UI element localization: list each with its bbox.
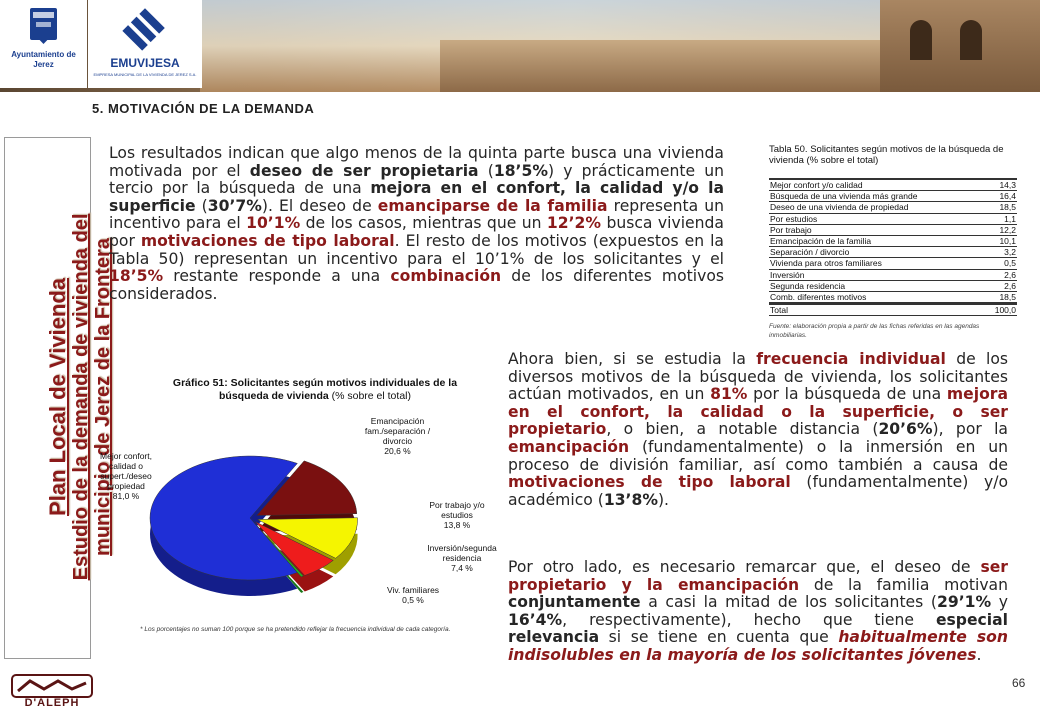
table-total-value: 100,0 — [994, 305, 1016, 316]
chart-footnote: * Los porcentajes no suman 100 porque se ha pretendido reflejar la frecuencia individual de cada categoría. — [140, 626, 451, 633]
paragraph-conclusion — [508, 559, 1008, 665]
text: ( — [195, 196, 208, 215]
table-title: Tabla 50. Solicitantes según motivos de la búsqueda de vivienda (% sobre el total) — [769, 144, 1004, 166]
tower-window — [960, 20, 982, 60]
text: (fundamentalmente) y/o académico ( — [508, 473, 1008, 509]
emphasis: emancipación — [508, 437, 630, 456]
table-cell-value: 18,5 — [999, 202, 1016, 213]
pie-label-text: Por trabajo y/o estudios — [429, 500, 485, 520]
logo-emuvijesa-text: EMUVIJESA — [110, 56, 180, 70]
pie-label-familiares — [378, 585, 448, 605]
section-title: 5. MOTIVACIÓN DE LA DEMANDA — [92, 101, 315, 116]
text: ( — [478, 161, 494, 180]
text: restante responde a una — [163, 267, 391, 286]
text: de los diversos motivos de la búsqueda de vivienda, los solicitantes actúan motivados, en un — [508, 350, 1009, 404]
emphasis: especial relevancia — [508, 610, 1008, 647]
table-row — [769, 281, 1017, 292]
emphasis: deseo de ser propietaria — [249, 161, 479, 180]
table-cell-value: 2,6 — [1004, 280, 1016, 291]
text: de la familia motivan — [799, 575, 1008, 594]
table-50 — [769, 144, 1017, 340]
table-source-note: Fuente: elaboración propia a partir de las fichas referidas en las agendas inmobiliarias. — [769, 323, 980, 340]
table-row — [769, 236, 1017, 247]
pie-label-value: 7,4 % — [451, 563, 473, 573]
text: por la búsqueda de una — [747, 385, 947, 404]
emphasis: 12’2% — [546, 214, 602, 233]
emphasis: habitualmente son indisolubles en la mayoría de los solicitantes jóvenes — [508, 628, 1008, 664]
table-cell-label: Inversión — [770, 269, 805, 280]
table-body — [769, 178, 1017, 303]
jerez-shield-icon — [0, 0, 87, 88]
text: , o bien, a notable distancia ( — [606, 420, 879, 439]
table-total-label: Total — [770, 305, 788, 316]
table-row — [769, 270, 1017, 281]
paragraph-intro — [109, 145, 724, 303]
text: y — [991, 593, 1008, 612]
emphasis: 29’1% — [937, 593, 992, 612]
table-row — [769, 214, 1017, 225]
tower-window — [910, 20, 932, 60]
text: si se tiene en cuenta que — [599, 628, 839, 647]
table-cell-label: Por trabajo — [770, 224, 812, 235]
table-cell-label: Segunda residencia — [770, 280, 846, 291]
emphasis: frecuencia individual — [756, 350, 946, 368]
daleph-logo-text: D'ALEPH — [24, 697, 80, 709]
text: ) y prácticamente un tercio por la búsqueda de una — [109, 161, 724, 198]
emphasis: emanciparse de la familia — [377, 196, 608, 215]
text: de los casos, mientras que un — [300, 214, 547, 233]
emphasis: mejora en el confort, la calidad o la superficie, o ser propietario — [508, 385, 1009, 439]
logo-emuvijesa-subtext: EMPRESA MUNICIPAL DE LA VIVIENDA DE JEREZ S.A. — [93, 72, 197, 77]
pie-label-confort — [90, 451, 162, 501]
table-row — [769, 178, 1017, 191]
pie-label-text: Emancipación fam./separación / divorcio — [364, 416, 431, 446]
emphasis: 16’4% — [508, 610, 563, 629]
text: Los resultados indican que algo menos de la quinta parte busca una vivienda motivada por el — [109, 144, 724, 180]
emphasis: 18’5% — [493, 161, 548, 180]
table-cell-value: 0,5 — [1004, 258, 1016, 269]
text: (fundamentalmente) o la inmersión en un proceso de división familiar, así como también a causa de — [508, 437, 1008, 474]
chart-title — [170, 377, 460, 403]
pie-label-value: 20,6 % — [384, 446, 411, 456]
table-row — [769, 225, 1017, 236]
table-row — [769, 258, 1017, 269]
table-cell-value: 3,2 — [1004, 247, 1016, 258]
text: representa un incentivo para el — [109, 196, 725, 233]
pie-label-text: Inversión/segunda residencia — [427, 543, 497, 563]
table-cell-value: 18,5 — [999, 292, 1016, 303]
text: ). — [657, 490, 670, 509]
emphasis: 20’6% — [878, 420, 933, 439]
logo-daleph — [10, 673, 94, 709]
text: . — [976, 645, 982, 664]
sidebar-title: Plan Local de Vivienda — [45, 278, 70, 517]
table-cell-label: Vivienda para otros familiares — [770, 258, 882, 269]
logo-jerez-text: Ayuntamiento de Jerez — [11, 50, 76, 69]
emphasis: 81% — [710, 385, 748, 404]
pie-label-inversion — [416, 543, 508, 573]
text: , respectivamente), hecho que tiene — [562, 610, 936, 629]
sidebar-subtitle-1: Estudio de la demanda de vivienda del — [70, 213, 92, 581]
text: a casi la mitad de los solicitantes ( — [640, 593, 938, 612]
pie-label-text: Viv. familiares — [386, 585, 440, 595]
logo-ayuntamiento-jerez — [0, 0, 87, 88]
pie-label-trabajo — [418, 500, 496, 530]
table-cell-value: 14,3 — [999, 180, 1016, 190]
table-cell-value: 1,1 — [1004, 213, 1016, 224]
chart-title-main: Gráfico 51: Solicitantes según motivos individuales de la búsqueda de vivienda — [172, 377, 458, 402]
text: busca vivienda por — [109, 214, 724, 250]
table-cell-value: 10,1 — [999, 236, 1016, 247]
pie-label-value: 81,0 % — [112, 491, 140, 501]
text: ). El deseo de — [261, 196, 378, 215]
text: . El resto de los motivos (expuestos en la Tabla 50) representan un incentivo para el 10’1% de los solicitantes y el — [109, 231, 724, 268]
chart-title-suffix: (% sobre el total) — [328, 390, 411, 402]
emphasis: 13’8% — [603, 490, 658, 509]
emphasis: combinación — [390, 267, 502, 286]
text: de los diferentes motivos considerados. — [109, 267, 724, 303]
text: Ahora bien, si se estudia la — [508, 350, 757, 368]
text: Por otro lado, es necesario remarcar que, el deseo de — [508, 558, 981, 576]
sidebar-subtitle-2: municipio de Jerez de la Frontera — [92, 238, 114, 556]
paragraph-frequency — [508, 351, 1008, 509]
emphasis: ser propietario y la emancipación — [508, 558, 1008, 594]
table-cell-label: Separación / divorcio — [770, 247, 850, 258]
table-row — [769, 202, 1017, 213]
table-cell-label: Deseo de una vivienda de propiedad — [770, 202, 909, 213]
logo-emuvijesa — [88, 0, 202, 88]
pie-label-value: 0,5 % — [402, 595, 424, 605]
emphasis: motivaciones de tipo laboral — [140, 231, 395, 250]
table-row — [769, 191, 1017, 202]
table-cell-value: 16,4 — [999, 191, 1016, 202]
emphasis: 10’1% — [246, 214, 301, 233]
table-cell-value: 2,6 — [1004, 269, 1016, 280]
table-cell-label: Búsqueda de una vivienda más grande — [770, 191, 918, 202]
emphasis: conjuntamente — [508, 593, 641, 612]
header-photo-cathedral — [440, 40, 880, 92]
emphasis: 30’7% — [207, 196, 262, 215]
table-row — [769, 247, 1017, 258]
table-cell-label: Mejor confort y/o calidad — [770, 180, 863, 190]
emphasis: 18’5% — [109, 267, 164, 286]
page-number: 66 — [1012, 676, 1026, 690]
table-cell-label: Por estudios — [770, 213, 818, 224]
pie-label-emancipacion — [350, 416, 445, 456]
pie-label-text: Mejor confort, calidad o supert./deseo propiedad — [100, 451, 152, 491]
text: ), por la — [932, 420, 1008, 439]
emphasis: mejora en el confort, la calidad y/o la superficie — [109, 179, 724, 215]
table-total-row — [769, 303, 1017, 316]
table-cell-label: Comb. diferentes motivos — [770, 292, 867, 303]
table-row — [769, 292, 1017, 303]
table-cell-label: Emancipación de la familia — [770, 236, 872, 247]
table-cell-value: 12,2 — [999, 224, 1016, 235]
pie-label-value: 13,8 % — [443, 520, 471, 530]
emphasis: motivaciones de tipo laboral — [508, 473, 791, 492]
